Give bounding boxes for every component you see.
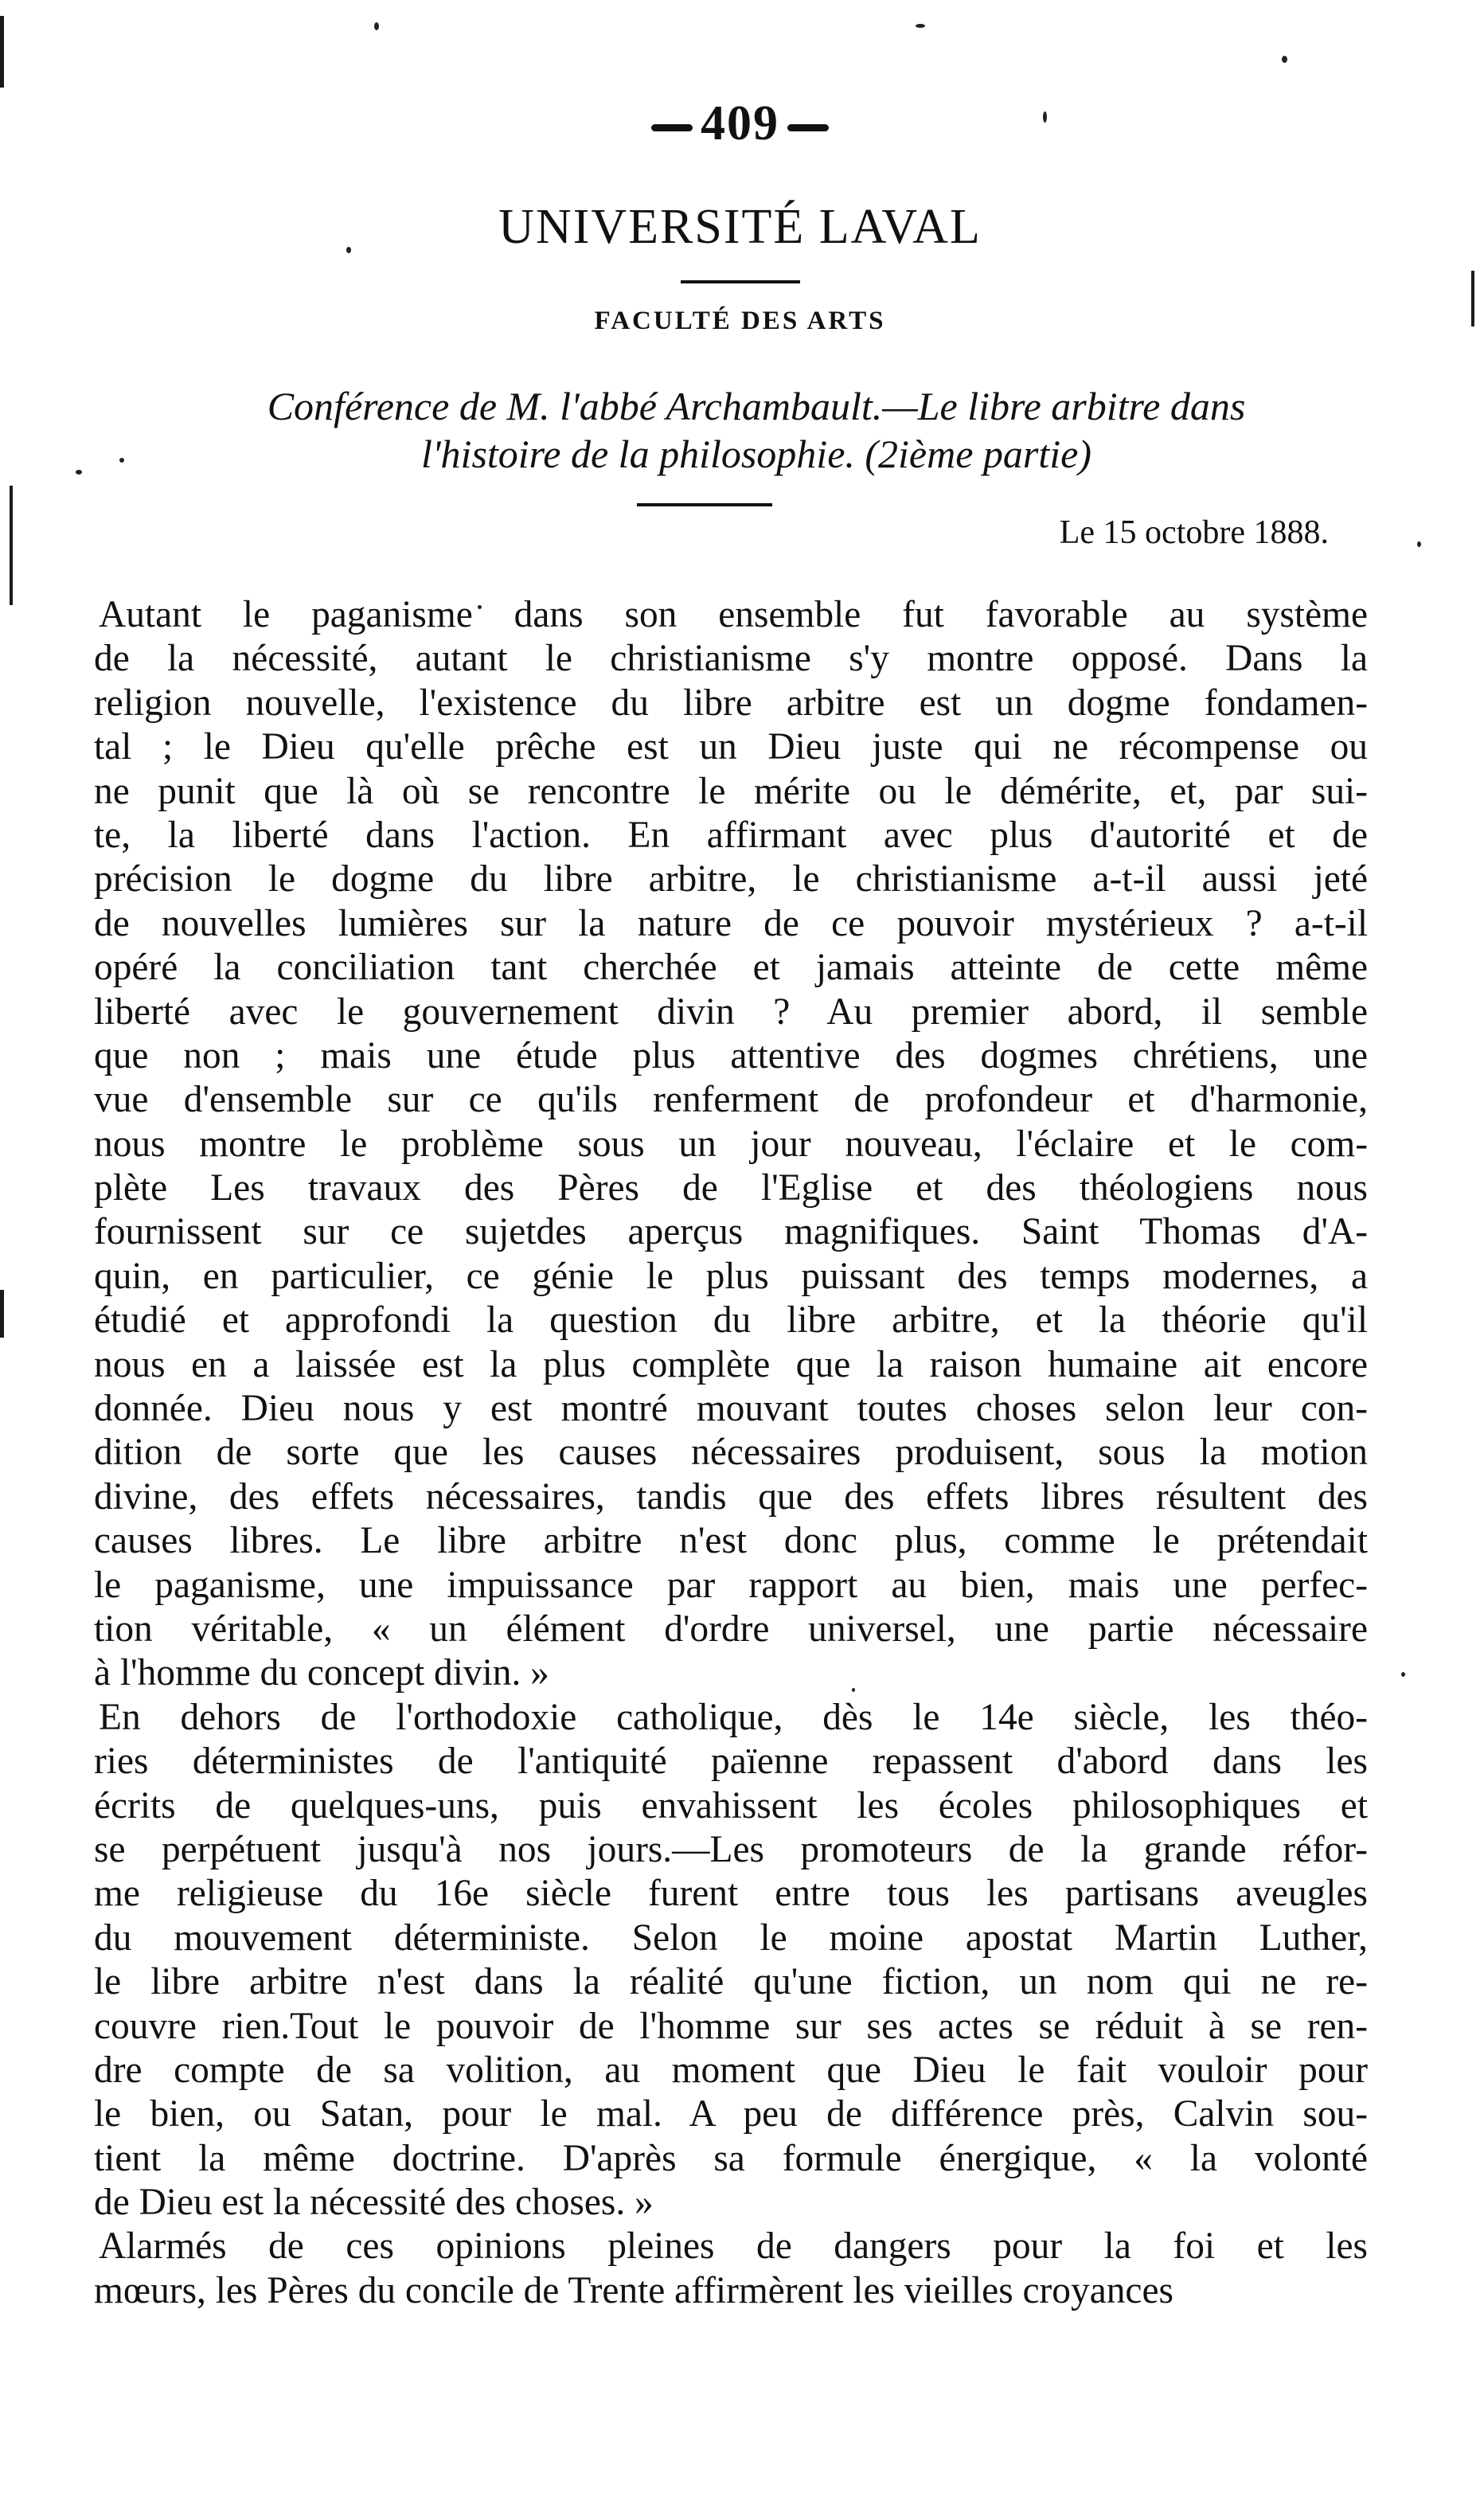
print-speck <box>1417 541 1421 547</box>
conference-title <box>119 382 1393 478</box>
text-line: En dehors de l'orthodoxie catholique, dès le 14e siècle, les théo- <box>99 1696 1368 1738</box>
scan-edge-mark <box>10 486 13 605</box>
text-line: opéré la conciliation tant cherchée et jamais atteinte de cette même <box>94 947 1368 989</box>
print-speck <box>76 470 82 475</box>
text-line: précision le dogme du libre arbitre, le christianisme a-t-il aussi jeté <box>94 858 1368 901</box>
text-line: plète Les travaux des Pères de l'Eglise et des théologiens nous <box>94 1167 1368 1209</box>
text-line: étudié et approfondi la question du libre arbitre, et la théorie qu'il <box>94 1299 1368 1342</box>
text-line: fournissent sur ce sujetdes aperçus magnifiques. Saint Thomas d'A- <box>94 1211 1368 1253</box>
page-number-value: 409 <box>701 96 779 150</box>
text-line: de la nécessité, autant le christianisme s'y montre opposé. Dans la <box>94 638 1368 680</box>
text-line: Alarmés de ces opinions pleines de dangers pour la foi et les <box>99 2225 1368 2268</box>
text-line: du mouvement déterministe. Selon le moine apostat Martin Luther, <box>94 1916 1368 1959</box>
conference-title-line: l'histoire de la philosophie. (2ième partie) <box>420 432 1092 476</box>
text-line: de Dieu est la nécessité des choses. » <box>94 2182 654 2224</box>
scan-edge-mark <box>0 16 4 88</box>
text-line: tion véritable, « un élément d'ordre universel, une partie nécessaire <box>94 1608 1368 1650</box>
title-rule <box>637 503 772 506</box>
print-speck <box>374 22 379 30</box>
text-line: écrits de quelques-uns, puis envahissent les écoles philosophiques et <box>94 1784 1368 1827</box>
text-line: dition de sorte que les causes nécessaires produisent, sous la motion <box>94 1432 1368 1474</box>
text-line: se perpétuent jusqu'à nos jours.—Les promoteurs de la grande réfor- <box>94 1828 1368 1870</box>
text-line: tal ; le Dieu qu'elle prêche est un Dieu juste qui ne récompense ou <box>94 726 1368 768</box>
ornament-dash <box>787 124 829 131</box>
text-line: le bien, ou Satan, pour le mal. A peu de différence près, Calvin sou- <box>94 2093 1368 2135</box>
paragraph <box>94 1696 1368 2225</box>
text-line: ne punit que là où se rencontre le mérite ou le démérite, et, par sui- <box>94 770 1368 812</box>
print-speck <box>916 24 925 28</box>
text-line: causes libres. Le libre arbitre n'est donc plus, comme le prétendait <box>94 1520 1368 1562</box>
text-line: liberté avec le gouvernement divin ? Au premier abord, il semble <box>94 990 1368 1033</box>
text-line: divine, des effets nécessaires, tandis que des effets libres résultent des <box>94 1475 1368 1518</box>
faculty-heading: FACULTÉ DES ARTS <box>594 307 886 335</box>
page-number <box>0 96 1480 152</box>
text-line: mœurs, les Pères du concile de Trente affirmèrent les vieilles croyances <box>94 2269 1173 2311</box>
text-line: tient la même doctrine. D'après sa formule énergique, « la volonté <box>94 2137 1368 2179</box>
article-body <box>94 593 1368 2313</box>
print-speck <box>1401 1672 1405 1677</box>
scan-edge-mark <box>0 1290 4 1338</box>
print-speck <box>1282 56 1287 63</box>
university-heading: UNIVERSITÉ LAVAL <box>498 200 982 254</box>
text-line: donnée. Dieu nous y est montré mouvant toutes choses selon leur con- <box>94 1388 1368 1430</box>
text-line: nous en a laissée est la plus complète que la raison humaine ait encore <box>94 1343 1368 1385</box>
text-line: de nouvelles lumières sur la nature de ce pouvoir mystérieux ? a-t-il <box>94 902 1368 944</box>
text-line: vue d'ensemble sur ce qu'ils renferment de profondeur et d'harmonie, <box>94 1079 1368 1121</box>
heading-rule <box>681 280 800 283</box>
text-line: à l'homme du concept divin. » <box>94 1652 549 1694</box>
text-line: le libre arbitre n'est dans la réalité qu'une fiction, un nom qui ne re- <box>94 1961 1368 2003</box>
text-line: nous montre le problème sous un jour nouveau, l'éclaire et le com- <box>94 1123 1368 1165</box>
paragraph <box>94 2225 1368 2313</box>
text-line: ries déterministes de l'antiquité païenne repassent d'abord dans les <box>94 1741 1368 1783</box>
paragraph <box>94 593 1368 1696</box>
ornament-dash <box>651 124 693 131</box>
text-line: dre compte de sa volition, au moment que Dieu le fait vouloir pour <box>94 2049 1368 2091</box>
text-line: me religieuse du 16e siècle furent entre tous les partisans aveugles <box>94 1873 1368 1915</box>
date-line: Le 15 octobre 1888. <box>1059 514 1329 551</box>
text-line: religion nouvelle, l'existence du libre arbitre est un dogme fondamen- <box>94 682 1368 724</box>
text-line: le paganisme, une impuissance par rapport au bien, mais une perfec- <box>94 1564 1368 1606</box>
text-line: te, la liberté dans l'action. En affirmant avec plus d'autorité et de <box>94 814 1368 856</box>
conference-title-line: Conférence de M. l'abbé Archambault.—Le libre arbitre dans <box>267 384 1246 428</box>
text-line: Autant le paganisme dans son ensemble fut favorable au système <box>99 594 1368 635</box>
text-line: couvre rien.Tout le pouvoir de l'homme sur ses actes se réduit à se ren- <box>94 2005 1368 2047</box>
text-line: quin, en particulier, ce génie le plus puissant des temps modernes, a <box>94 1255 1368 1297</box>
text-line: que non ; mais une étude plus attentive des dogmes chrétiens, une <box>94 1034 1368 1076</box>
